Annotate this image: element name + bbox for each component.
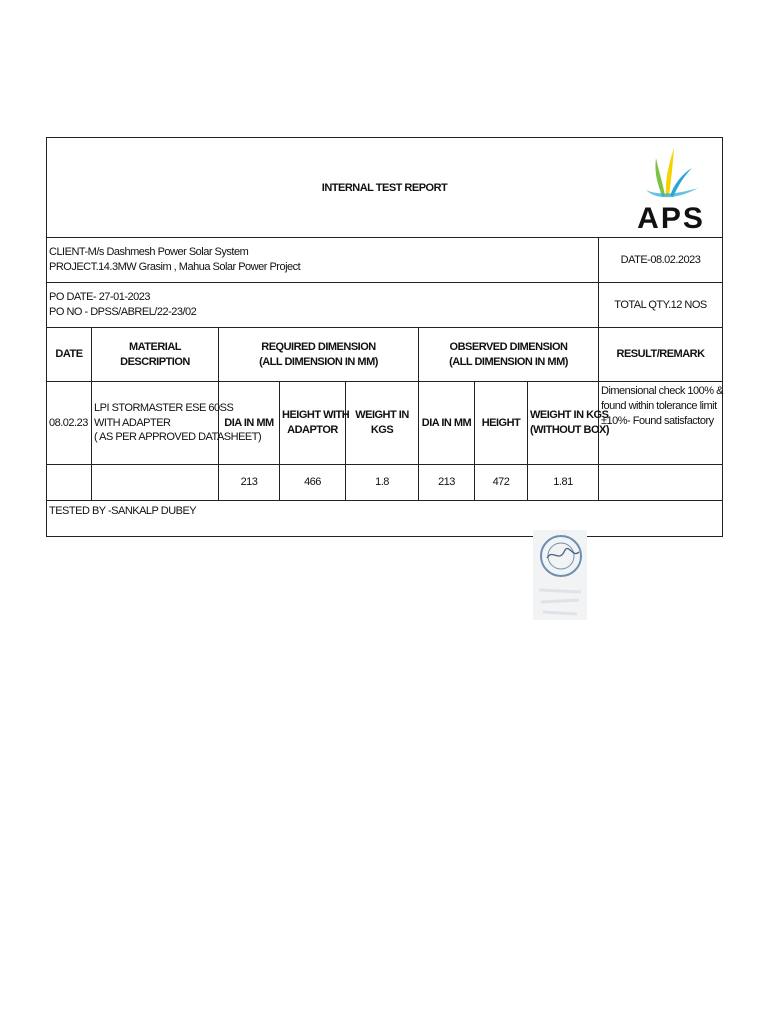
item-remark-line2: found within tolerance limit (601, 399, 717, 412)
header-row (47, 328, 723, 382)
subheader-observed-height: HEIGHT (475, 382, 528, 465)
value-required-dia: 213 (219, 465, 280, 501)
date-cell: DATE-08.02.2023 (599, 238, 723, 283)
logo-leaf-green (656, 158, 666, 196)
header-date: DATE (47, 328, 92, 382)
item-remark-line1: Dimensional check 100% & (601, 385, 723, 397)
item-description-line3: ( AS PER APPROVED DATASHEET) (94, 431, 262, 444)
client-row (47, 238, 723, 283)
logo-leaf-yellow (666, 148, 674, 196)
subheader-observed-weight-line1: WEIGHT IN KGS (530, 409, 609, 422)
header-result-remark: RESULT/REMARK (599, 328, 723, 382)
header-required-dimension-line2: (ALL DIMENSION IN MM) (259, 355, 378, 368)
subheader-required-height (280, 382, 350, 465)
values-empty-remark (599, 465, 723, 501)
item-remark-line3: ±10%- Found satisfactory (601, 414, 714, 427)
internal-test-report-table (46, 137, 723, 537)
header-observed-dimension-line2: (ALL DIMENSION IN MM) (449, 355, 568, 368)
subheader-observed-weight-line2: (WITHOUT BOX) (530, 424, 610, 436)
project-text: PROJECT.14.3MW Grasim , Mahua Solar Power Project (49, 261, 301, 273)
item-remark (599, 382, 723, 465)
po-no-text: PO NO - DPSS/ABREL/22-23/02 (49, 306, 197, 318)
aps-logo (632, 144, 710, 235)
total-qty-cell: TOTAL QTY.12 NOS (599, 283, 723, 328)
values-row (47, 465, 723, 501)
value-observed-height: 472 (475, 465, 528, 501)
client-project-cell (47, 238, 599, 283)
tested-by-row (47, 501, 723, 537)
logo-text: APS (637, 202, 705, 235)
title-cell (47, 138, 723, 238)
values-empty-description (92, 465, 219, 501)
values-empty-date (47, 465, 92, 501)
header-required-dimension-line1: REQUIRED DIMENSION (261, 340, 376, 353)
title-row (47, 138, 723, 238)
header-material-description: MATERIAL DESCRIPTION (92, 328, 219, 382)
company-stamp (533, 530, 587, 620)
subheader-required-weight: WEIGHT IN KGS (346, 382, 419, 465)
po-cell (47, 283, 599, 328)
value-observed-dia: 213 (419, 465, 475, 501)
item-description-line1: LPI STORMASTER ESE 60SS (94, 401, 234, 414)
subheader-required-height-line1: HEIGHT WITH (282, 409, 350, 422)
client-text: CLIENT-M/s Dashmesh Power Solar System (49, 246, 249, 259)
value-observed-weight: 1.81 (528, 465, 599, 501)
subheader-observed-dia: DIA IN MM (419, 382, 475, 465)
subheader-observed-weight (528, 382, 610, 465)
po-row (47, 283, 723, 328)
tested-by-cell: TESTED BY -SANKALP DUBEY (47, 501, 723, 537)
subheader-required-height-line2: ADAPTOR (287, 424, 338, 436)
item-description-line2: WITH ADAPTER (94, 416, 171, 429)
po-date-text: PO DATE- 27-01-2023 (49, 291, 150, 304)
item-date: 08.02.23 (47, 382, 92, 465)
header-observed-dimension (419, 328, 599, 382)
subheader-required-dia: DIA IN MM (219, 382, 280, 465)
header-observed-dimension-line1: OBSERVED DIMENSION (449, 340, 568, 353)
report-title: INTERNAL TEST REPORT (321, 182, 448, 194)
item-row (47, 382, 723, 465)
value-required-weight: 1.8 (346, 465, 419, 501)
value-required-height: 466 (280, 465, 346, 501)
header-required-dimension (219, 328, 419, 382)
